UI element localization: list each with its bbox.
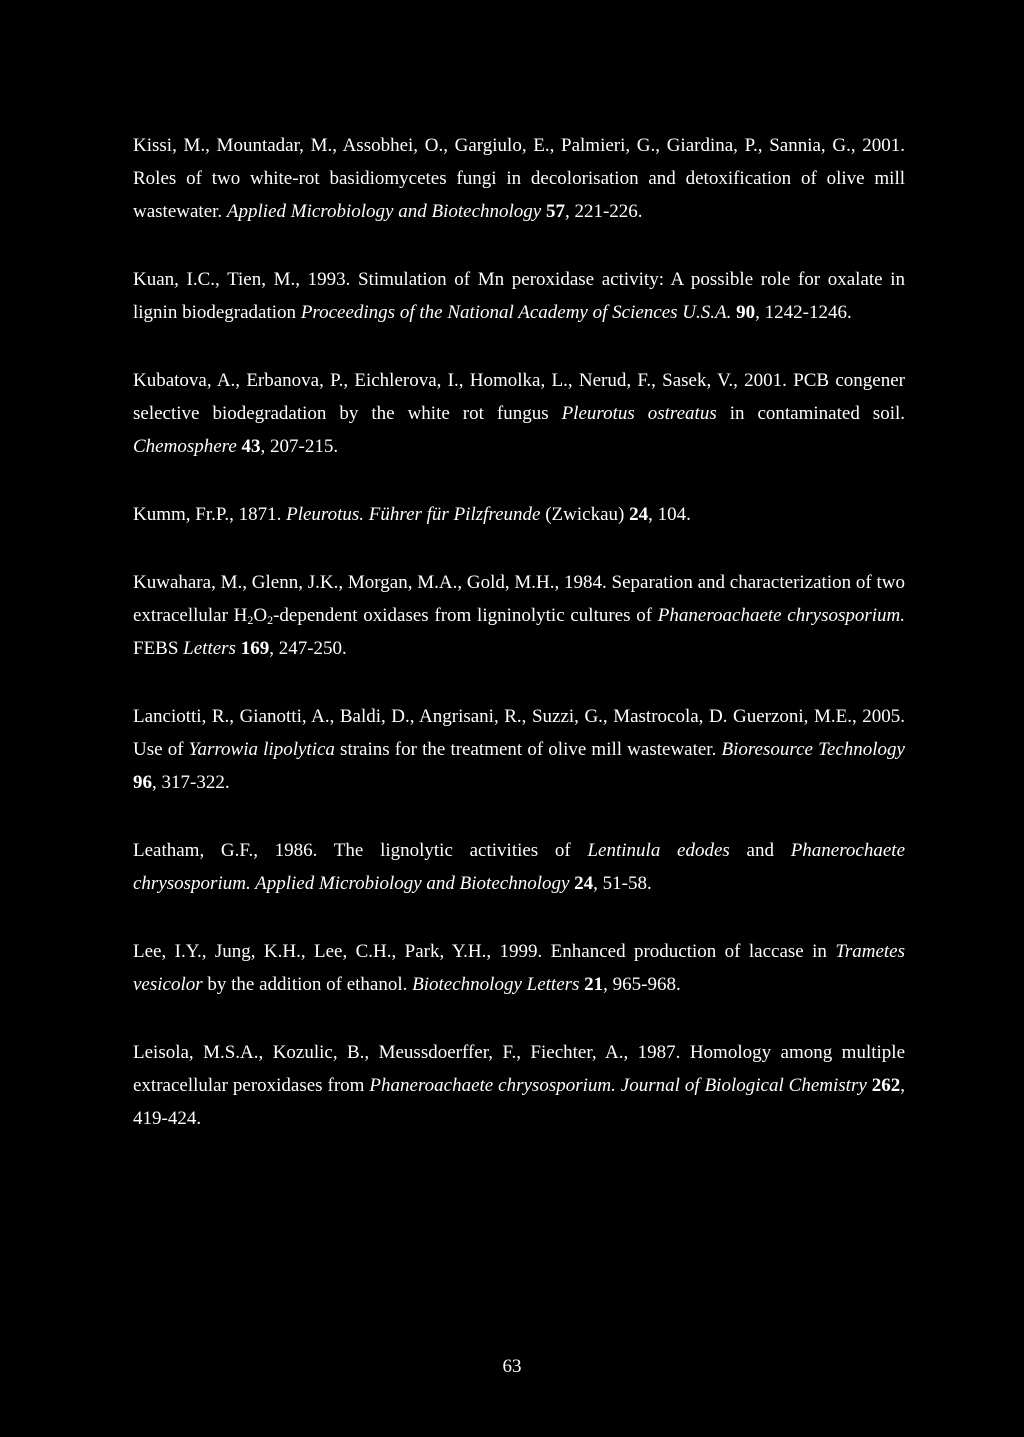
reference-list bbox=[133, 129, 910, 1170]
reference-text: Phanerochaete chrysosporium. Applied Microbiology and Biotechnology bbox=[133, 840, 910, 894]
reference-text: 96 bbox=[133, 772, 152, 793]
reference-text: Bioresource Technology bbox=[721, 739, 905, 760]
reference-text: in contaminated soil. bbox=[716, 403, 910, 424]
reference-text: Leisola, M.S.A., Kozulic, B., Meussdoerffer, F., Fiechter, A., 1987. Homology among multiple extracellular peroxidases from bbox=[133, 1042, 910, 1096]
reference-text: 43 bbox=[241, 436, 261, 457]
reference-text: Lee, I.Y., Jung, K.H., Lee, C.H., Park, Y.H., 1999. Enhanced production of laccase in bbox=[133, 941, 836, 962]
reference-text: 21 bbox=[584, 974, 604, 995]
reference-text: Lentinula edodes bbox=[587, 840, 730, 861]
reference-text: Chemosphere bbox=[133, 436, 237, 457]
reference-text: Phaneroachaete chrysosporium. Journal of Biological Chemistry bbox=[369, 1075, 867, 1096]
reference-text: Yarrowia lipolytica bbox=[188, 739, 335, 760]
page-number: 63 bbox=[502, 1356, 522, 1377]
reference-entry bbox=[133, 700, 910, 799]
reference-text: , 221-226. bbox=[564, 201, 643, 222]
reference-text: 2 bbox=[247, 613, 254, 627]
reference-text: Applied Microbiology and Biotechnology bbox=[226, 201, 542, 222]
reference-entry bbox=[133, 935, 910, 1001]
reference-text: Kumm, Fr.P., 1871. bbox=[133, 504, 287, 525]
reference-text: 90 bbox=[736, 302, 756, 323]
reference-text: by the addition of ethanol. bbox=[202, 974, 413, 995]
reference-text: , 965-968. bbox=[603, 974, 681, 995]
reference-text: Letters bbox=[183, 638, 236, 659]
reference-text: , 104. bbox=[648, 504, 691, 525]
reference-text: O bbox=[253, 605, 268, 626]
reference-text: Lanciotti, R., Gianotti, A., Baldi, D., Angrisani, R., Suzzi, G., Mastrocola, D. Guerzoni, M.E., 2005. Use of bbox=[133, 706, 910, 760]
reference-entry bbox=[133, 834, 910, 900]
reference-text: Kuwahara, M., Glenn, J.K., Morgan, M.A., Gold, M.H., 1984. Separation and characterization of two extracellular H bbox=[133, 572, 910, 626]
reference-text: Biotechnology Letters bbox=[412, 974, 580, 995]
reference-text: , 317-322. bbox=[152, 772, 230, 793]
reference-entry bbox=[133, 263, 910, 329]
reference-text: Leatham, G.F., 1986. The lignolytic activities of bbox=[133, 840, 588, 861]
reference-text: , 419-424. bbox=[133, 1075, 910, 1129]
reference-text bbox=[905, 739, 910, 760]
reference-text: 24 bbox=[574, 873, 594, 894]
reference-text: 24 bbox=[629, 504, 649, 525]
reference-text: Kubatova, A., Erbanova, P., Eichlerova, I., Homolka, L., Nerud, F., Sasek, V., 2001. PCB congener selective biodegradation by the white rot fungus bbox=[133, 370, 910, 424]
reference-text: Pleurotus ostreatus bbox=[561, 403, 717, 424]
reference-text: Kissi, M., Mountadar, M., Assobhei, O., Gargiulo, E., Palmieri, G., Giardina, P., Sannia, G., 2001. Roles of two white-rot basidiomycetes fungi in decolorisation and detoxification of olive mill wastewater. bbox=[133, 135, 910, 222]
reference-entry bbox=[133, 566, 910, 665]
reference-text: , 207-215. bbox=[260, 436, 339, 457]
reference-text: 169 bbox=[240, 638, 270, 659]
reference-entry bbox=[133, 498, 905, 531]
reference-text: and bbox=[729, 840, 791, 861]
reference-text: Proceedings of the National Academy of Sciences U.S.A. bbox=[300, 302, 732, 323]
reference-text: 57 bbox=[545, 201, 565, 222]
reference-text: , 1242-1246. bbox=[755, 302, 852, 323]
reference-text: , 51-58. bbox=[593, 873, 652, 894]
reference-text: FEBS bbox=[133, 605, 910, 659]
reference-text: Kuan, I.C., Tien, M., 1993. Stimulation of Mn peroxidase activity: A possible role for oxalate in lignin biodegradation bbox=[133, 269, 910, 323]
reference-text: -dependent oxidases from ligninolytic cultures of bbox=[273, 605, 658, 626]
reference-text: Trametes vesicolor bbox=[133, 941, 910, 995]
reference-text: strains for the treatment of olive mill wastewater. bbox=[334, 739, 722, 760]
reference-text: 2 bbox=[267, 613, 274, 627]
reference-entry bbox=[133, 1036, 910, 1135]
reference-entry bbox=[133, 129, 910, 228]
reference-text: Pleurotus. Führer für Pilzfreunde bbox=[286, 504, 541, 525]
reference-text: (Zwickau) bbox=[540, 504, 630, 525]
reference-text: , 247-250. bbox=[269, 638, 347, 659]
reference-text: 262 bbox=[871, 1075, 901, 1096]
reference-entry bbox=[133, 364, 910, 463]
reference-text: Phaneroachaete chrysosporium. bbox=[657, 605, 905, 626]
